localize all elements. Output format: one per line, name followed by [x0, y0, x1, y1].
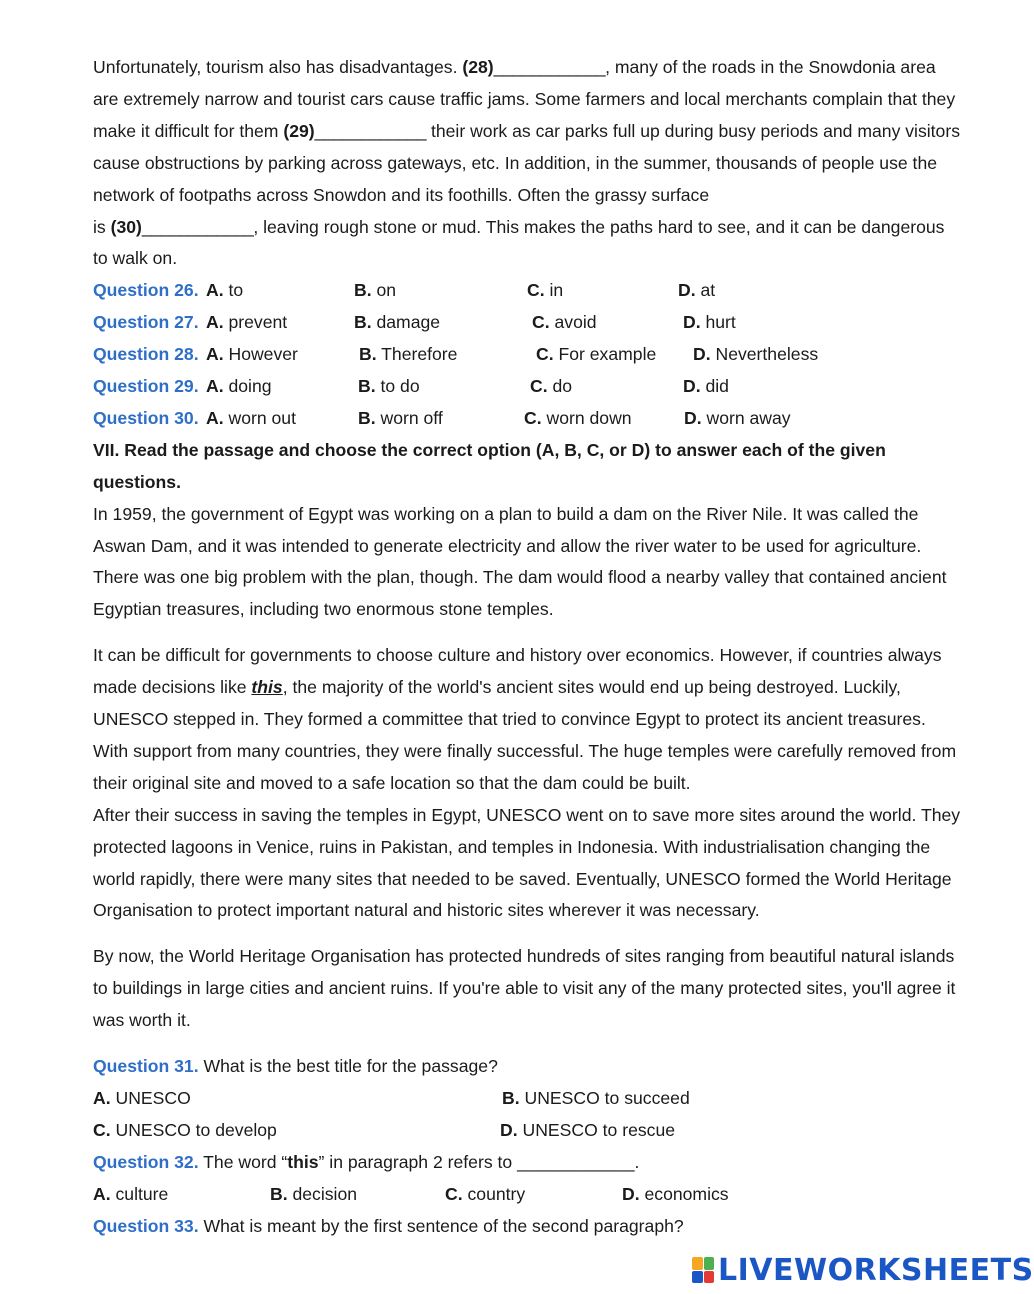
- option-d[interactable]: D. at: [678, 280, 716, 301]
- blank-number-29: (29): [283, 120, 315, 141]
- section-heading: VII. Read the passage and choose the correct option (A, B, C, or D) to answer each of the given questions.: [93, 439, 886, 492]
- option-d[interactable]: D. worn away: [684, 407, 791, 428]
- question-31-options-ab: [93, 1083, 963, 1115]
- passage-paragraph-1: In 1959, the government of Egypt was working on a plan to build a dam on the River Nile. It was called the Aswan Dam, and it was intended to generate electricity and allow the river water to be used for agriculture. There was one big problem with the plan, though. The dam would flood a nearby valley that contained ancient Egyptian treasures, including two enormous stone temples.: [93, 503, 947, 620]
- highlighted-word-this: this: [251, 677, 283, 698]
- passage-paragraph-2: It can be difficult for governments to choose culture and history over economics. However, if countries always made decisions like this, the majority of the world's ancient sites would end up being destroyed. Luckily, UNESCO stepped in. They formed a committee that tried to convince Egypt to protect its ancient treasures. With support from many countries, they were finally successful. The huge temples were carefully removed from their original site and moved to a safe location so that the dam could be built.: [93, 645, 957, 793]
- liveworksheets-logo: [692, 1254, 1034, 1286]
- option-b[interactable]: B. to do: [358, 376, 420, 397]
- option-a[interactable]: A. to: [206, 280, 244, 301]
- option-c[interactable]: C. avoid: [532, 312, 597, 333]
- blank-number-30: (30): [110, 216, 142, 237]
- option-c[interactable]: C. country: [445, 1183, 526, 1204]
- passage-paragraph-3: After their success in saving the temples in Egypt, UNESCO went on to save more sites around the world. They protected lagoons in Venice, ruins in Pakistan, and temples in Indonesia. With industrialisation changing the world rapidly, there were many sites that needed to be saved. Eventually, UNESCO formed the World Heritage Organisation to protect important natural and historic sites wherever it was necessary.: [93, 804, 961, 921]
- option-a[interactable]: A. prevent: [206, 312, 288, 333]
- question-26: Question 26. A. to B. on C. in D. at: [93, 275, 963, 307]
- question-31: Question 31. What is the best title for the passage?: [93, 1056, 498, 1077]
- question-32-options: [93, 1179, 963, 1211]
- liveworksheets-logo-icon: [692, 1257, 714, 1283]
- blank-29[interactable]: ____________: [314, 120, 427, 141]
- option-b[interactable]: B. worn off: [358, 407, 443, 428]
- worksheet-page: [93, 52, 963, 1243]
- option-c[interactable]: C. in: [527, 280, 564, 301]
- option-d[interactable]: D. did: [683, 376, 729, 397]
- option-c[interactable]: C. do: [530, 376, 573, 397]
- question-27: Question 27. A. prevent B. damage C. avoid D. hurt: [93, 307, 963, 339]
- option-d[interactable]: D. economics: [622, 1183, 729, 1204]
- option-d[interactable]: D. UNESCO to rescue: [500, 1119, 676, 1140]
- option-a[interactable]: A. However: [206, 344, 298, 365]
- question-31-options-cd: [93, 1115, 963, 1147]
- logo-text: LIVEWORKSHEETS: [718, 1252, 1034, 1288]
- blank-30[interactable]: ____________: [141, 216, 254, 237]
- question-30: Question 30. A. worn out B. worn off C. worn down D. worn away: [93, 403, 963, 435]
- question-33: Question 33. What is meant by the first sentence of the second paragraph?: [93, 1215, 684, 1236]
- option-a[interactable]: A. doing: [206, 376, 272, 397]
- passage-paragraph-snowdonia: Unfortunately, tourism also has disadvantages. (28)____________, many of the roads in the Snowdonia area are extremely narrow and tourist cars cause traffic jams. Some farmers and local merchants complain that they make it difficult for them (29)____________ their work as car parks full up during busy periods and many visitors cause obstructions by parking across gateways, etc. In addition, in the summer, thousands of people use the network of footpaths across Snowdon and its foothills. Often the grassy surface is (30)____________, leaving rough stone or mud. This makes the paths hard to see, and it can be dangerous to walk on.: [93, 57, 960, 269]
- question-32: Question 32. The word “this” in paragraph 2 refers to ____________.: [93, 1151, 640, 1172]
- option-c[interactable]: C. For example: [536, 344, 657, 365]
- question-29: Question 29. A. doing B. to do C. do D. did: [93, 371, 963, 403]
- option-c[interactable]: C. worn down: [524, 407, 632, 428]
- option-d[interactable]: D. Nevertheless: [693, 344, 819, 365]
- option-d[interactable]: D. hurt: [683, 312, 736, 333]
- option-b[interactable]: B. on: [354, 280, 397, 301]
- blank-28[interactable]: ____________: [493, 57, 606, 77]
- option-a[interactable]: A. UNESCO: [93, 1088, 191, 1109]
- option-b[interactable]: B. decision: [270, 1183, 358, 1204]
- option-b[interactable]: B. Therefore: [359, 344, 458, 365]
- question-28: Question 28. A. However B. Therefore C. For example D. Nevertheless: [93, 339, 963, 371]
- blank-number-28: (28): [462, 57, 494, 77]
- option-a[interactable]: A. culture: [93, 1183, 169, 1204]
- option-b[interactable]: B. damage: [354, 312, 441, 333]
- option-b[interactable]: B. UNESCO to succeed: [502, 1088, 690, 1109]
- passage-paragraph-4: By now, the World Heritage Organisation has protected hundreds of sites ranging from beautiful natural islands to buildings in large cities and ancient ruins. If you're able to visit any of the many protected sites, you'll agree it was worth it.: [93, 946, 956, 1031]
- option-a[interactable]: A. worn out: [206, 407, 296, 428]
- option-c[interactable]: C. UNESCO to develop: [93, 1119, 277, 1140]
